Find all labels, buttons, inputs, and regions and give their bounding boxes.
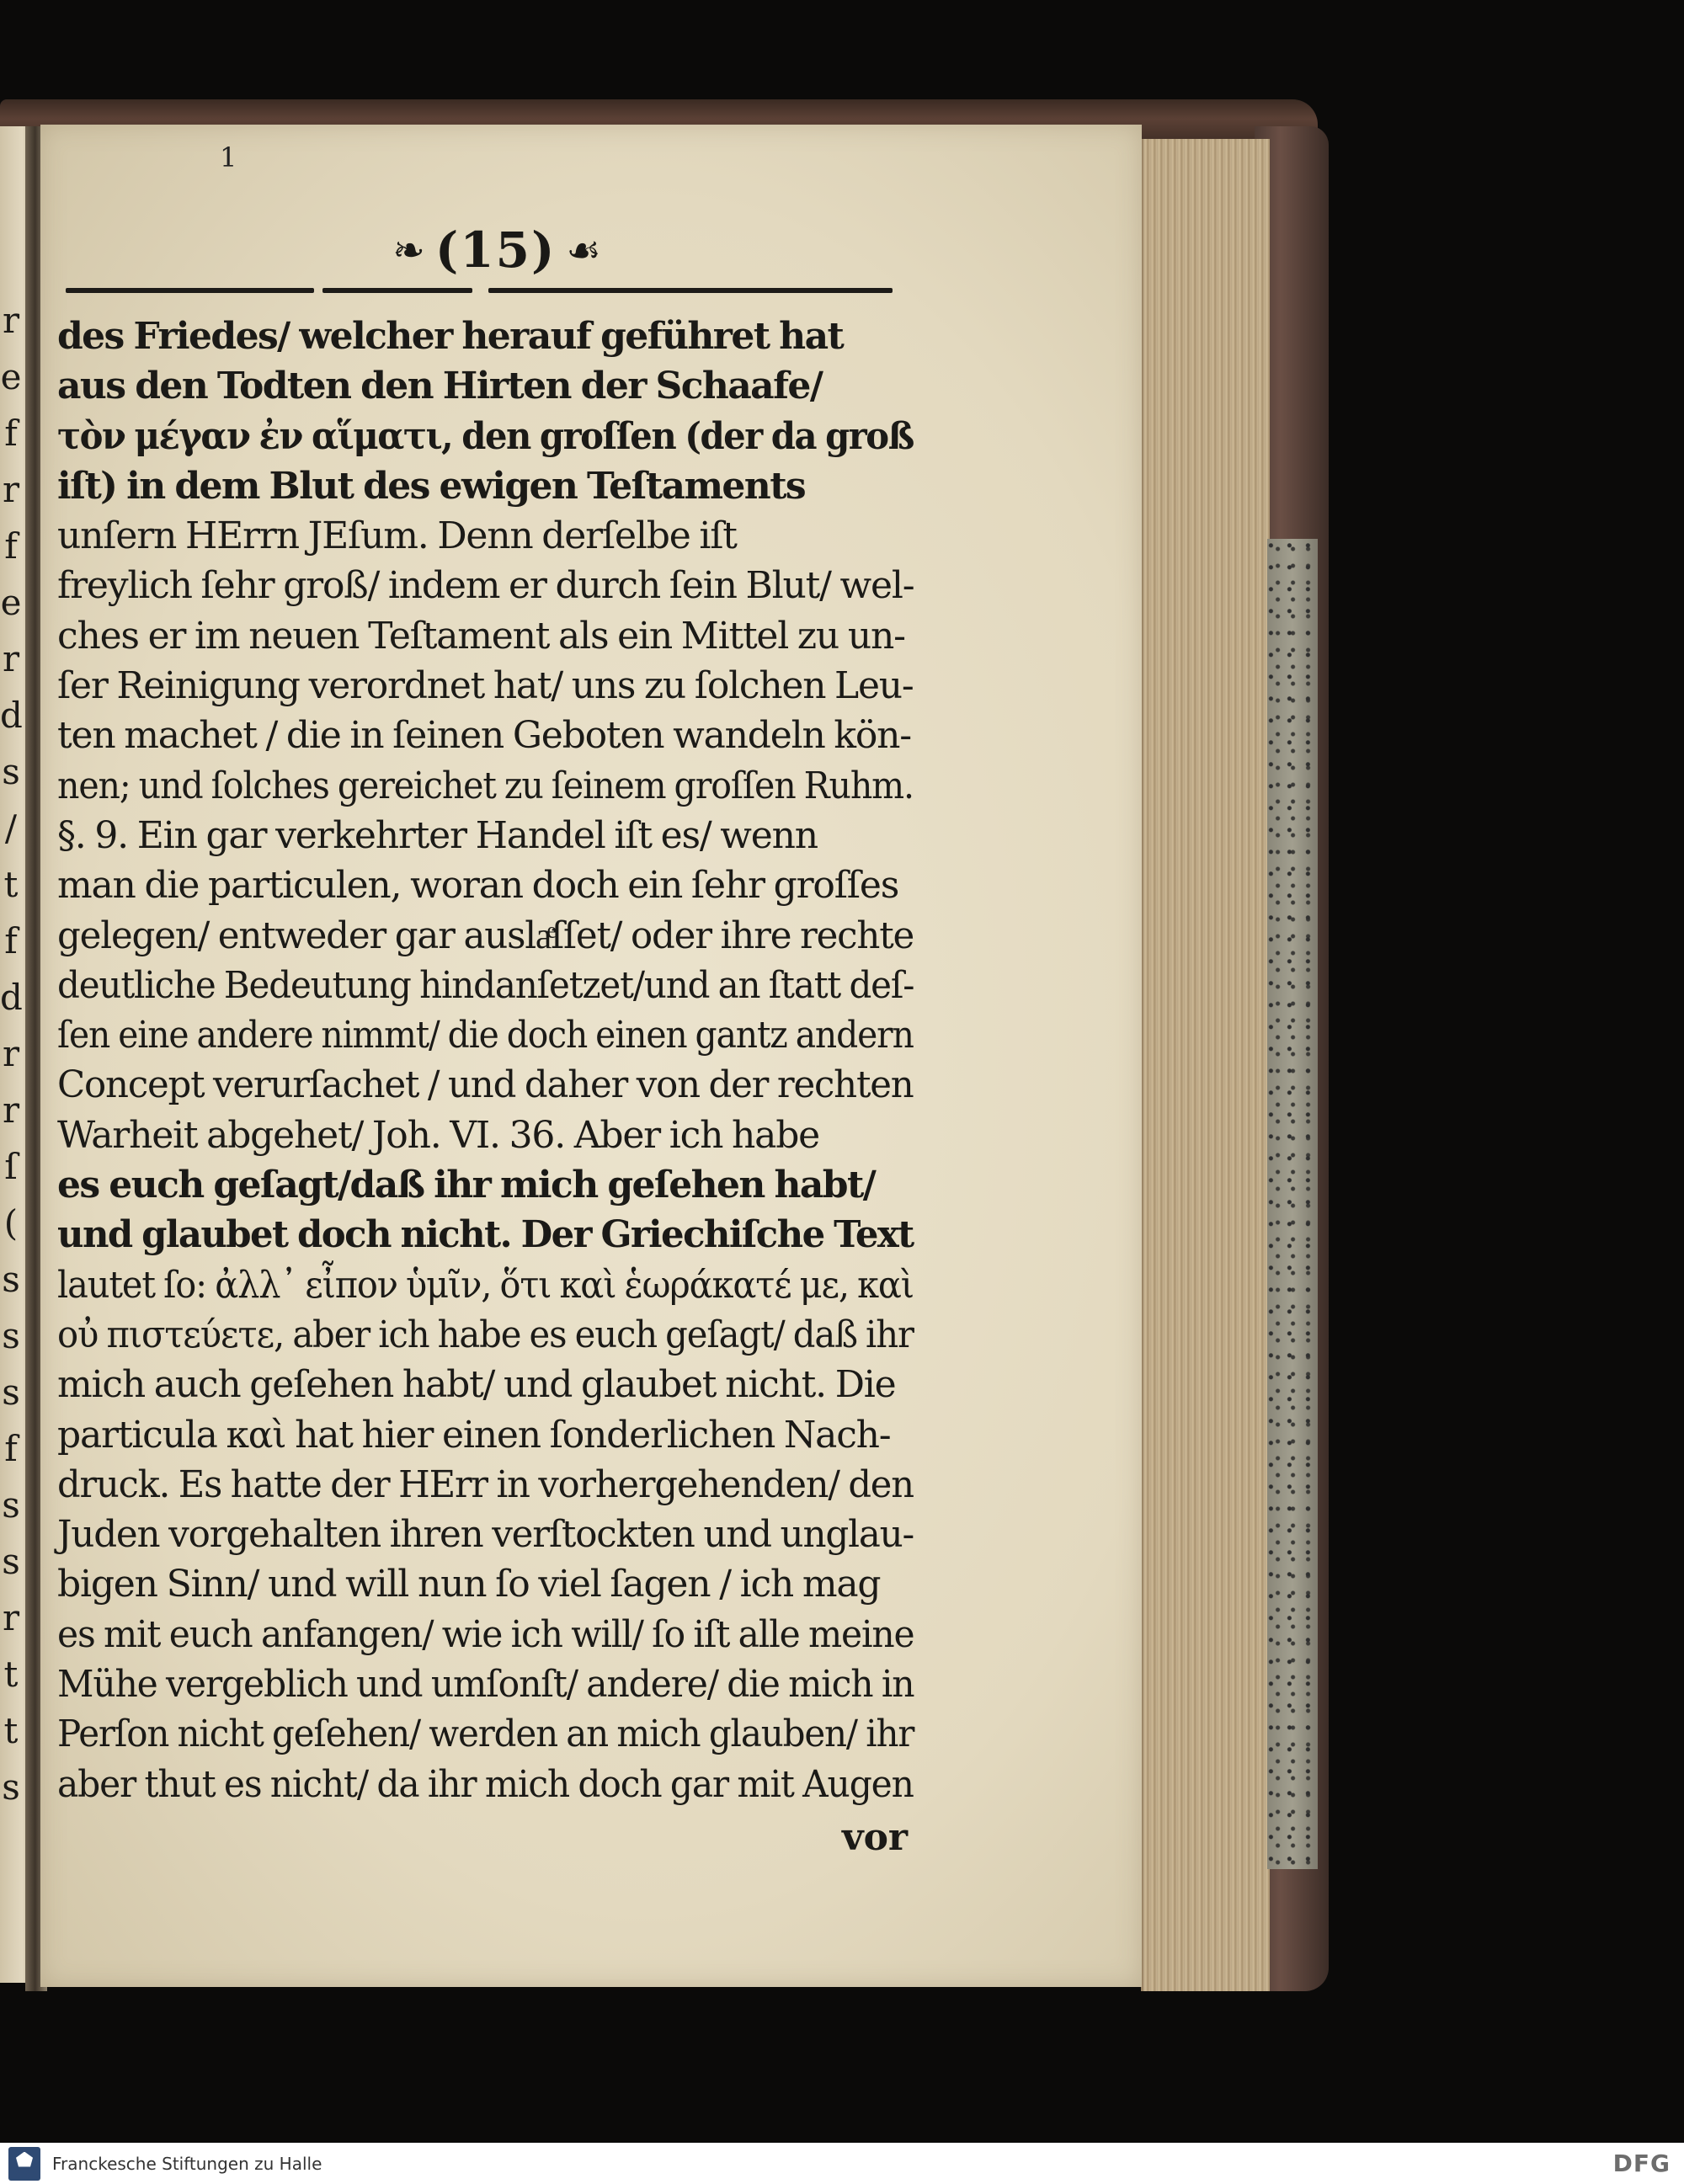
left-page-fragment: s [2,1541,20,1582]
text-line: freylich ſehr groß/ indem er durch ſein Blut/ wel- [57,564,914,608]
left-page-fragment: s [2,1315,20,1356]
text-line: ches er im neuen Teſtament als ein Mittel zu un- [57,614,905,658]
left-page-fragment: f [4,920,18,961]
left-page-fragment: s [2,1259,20,1300]
stray-mark: 1 [220,141,237,173]
left-page-fragment: t [3,1710,19,1751]
text-line: es euch geſagt/daß ihr mich geſehen habt/ [57,1164,876,1207]
text-line: deutliche Bedeutung hindanſetzet/und an ſtatt deſ- [57,963,914,1007]
left-page-fragment: t [3,1654,19,1695]
catchword: vor [842,1816,909,1859]
header-rule-right [488,288,893,293]
left-page-fragment: t [3,864,19,905]
left-page-fragment: ( [3,1202,19,1244]
left-page-fragment: s [2,1372,20,1413]
text-line: Juden vorgehalten ihren verſtockten und unglau- [57,1513,914,1557]
text-line: bigen Sinn/ und will nun ſo viel ſagen / ich mag [57,1563,881,1606]
left-page-fragment: ſ [4,1146,18,1187]
text-line: οὐ πιστεύετε, aber ich habe es euch geſagt/ daß ihr [57,1313,914,1356]
text-line: lautet ſo: ἀλλ᾽ εἶπον ὑμῖν, ὅτι καὶ ἑωράκατέ με, καὶ [57,1263,914,1307]
text-line: Perſon nicht geſehen/ werden an mich glauben/ ihr [57,1713,914,1756]
text-line: Warheit abgehet/ Joh. VI. 36. Aber ich habe [57,1113,819,1157]
left-page-fragment: f [4,525,18,567]
text-line: Mühe vergeblich und umſonſt/ andere/ die mich in [57,1663,914,1707]
text-line: iſt) in dem Blut des ewigen Teſtaments [57,464,806,508]
text-line: nen; und ſolches gereichet zu ſeinem groſſen Ruhm. [57,764,914,807]
page-header [370,221,623,280]
text-line: ten machet / die in ſeinen Geboten wandeln kön- [57,714,911,758]
left-page-fragment: r [2,1089,20,1131]
text-line: unſern HErrn JEſum. Denn derſelbe iſt [57,514,737,558]
left-page-fragment: d [0,695,23,736]
left-page-fragment: e [0,356,22,397]
text-line: aus den Todten den Hirten der Schaafe/ [57,365,823,408]
marbled-board [1267,539,1318,1869]
left-page-fragment: r [2,469,20,510]
text-line: §. 9. Ein gar verkehrter Handel iſt es/ wenn [57,813,818,857]
left-page-fragment: f [4,413,18,454]
text-line: gelegen/ entweder gar auslaͤſſet/ oder ihre rechte [57,914,914,957]
text-line: mich auch geſehen habt/ und glaubet nicht. Die [57,1363,896,1407]
footer-bar [0,2143,1684,2184]
left-page-fragment: r [2,300,20,341]
header-rule-middle [322,288,472,293]
header-rule-left [66,288,314,293]
left-page-fragment: s [2,1766,20,1808]
page-number: (15) [434,221,557,279]
left-page-fragment: r [2,1597,20,1638]
left-page-fragment: r [2,638,20,679]
left-page-fragment: / [4,807,18,849]
text-line: aber thut es nicht/ da ihr mich doch gar mit Augen [57,1762,914,1806]
left-page-fragment: r [2,1033,20,1074]
franckesche-stiftungen-logo-icon [8,2147,40,2181]
text-line: es mit euch anfangen/ wie ich will/ ſo iſt alle meine [57,1612,914,1656]
text-line: Concept verurſachet / und daher von der rechten [57,1063,914,1107]
left-page-fragment: s [2,1484,20,1526]
body-text [57,312,914,1809]
fleuron-left-icon: ❧ [392,227,425,273]
text-line: man die particulen, woran doch ein ſehr groſſes [57,864,899,908]
fleuron-right-icon: ☙ [566,227,601,273]
text-line: particula καὶ hat hier einen ſonderlichen Nach- [57,1413,891,1457]
text-line: ſen eine andere nimmt/ die doch einen gantz andern [57,1014,914,1057]
footer-left [8,2147,322,2181]
left-page-fragment: d [0,977,23,1018]
text-line: des Friedes/ welcher herauf geführet hat [57,315,844,358]
footer-institution: Franckesche Stiftungen zu Halle [52,2153,322,2174]
left-page-fragment: e [0,582,22,623]
text-line: druck. Es hatte der HErr in vorhergehenden/ den [57,1462,914,1506]
text-line: ſer Reinigung verordnet hat/ uns zu ſolchen Leu- [57,664,914,708]
text-line: τὸν μέγαν ἐν αἵματι, den groſſen (der da groß [57,414,914,458]
dfg-logo: DFG [1612,2149,1671,2177]
page-edges [1141,139,1270,1991]
left-page-fragment: s [2,751,20,792]
text-line: und glaubet doch nicht. Der Griechiſche Text [57,1213,914,1257]
left-page-fragment: f [4,1428,18,1469]
